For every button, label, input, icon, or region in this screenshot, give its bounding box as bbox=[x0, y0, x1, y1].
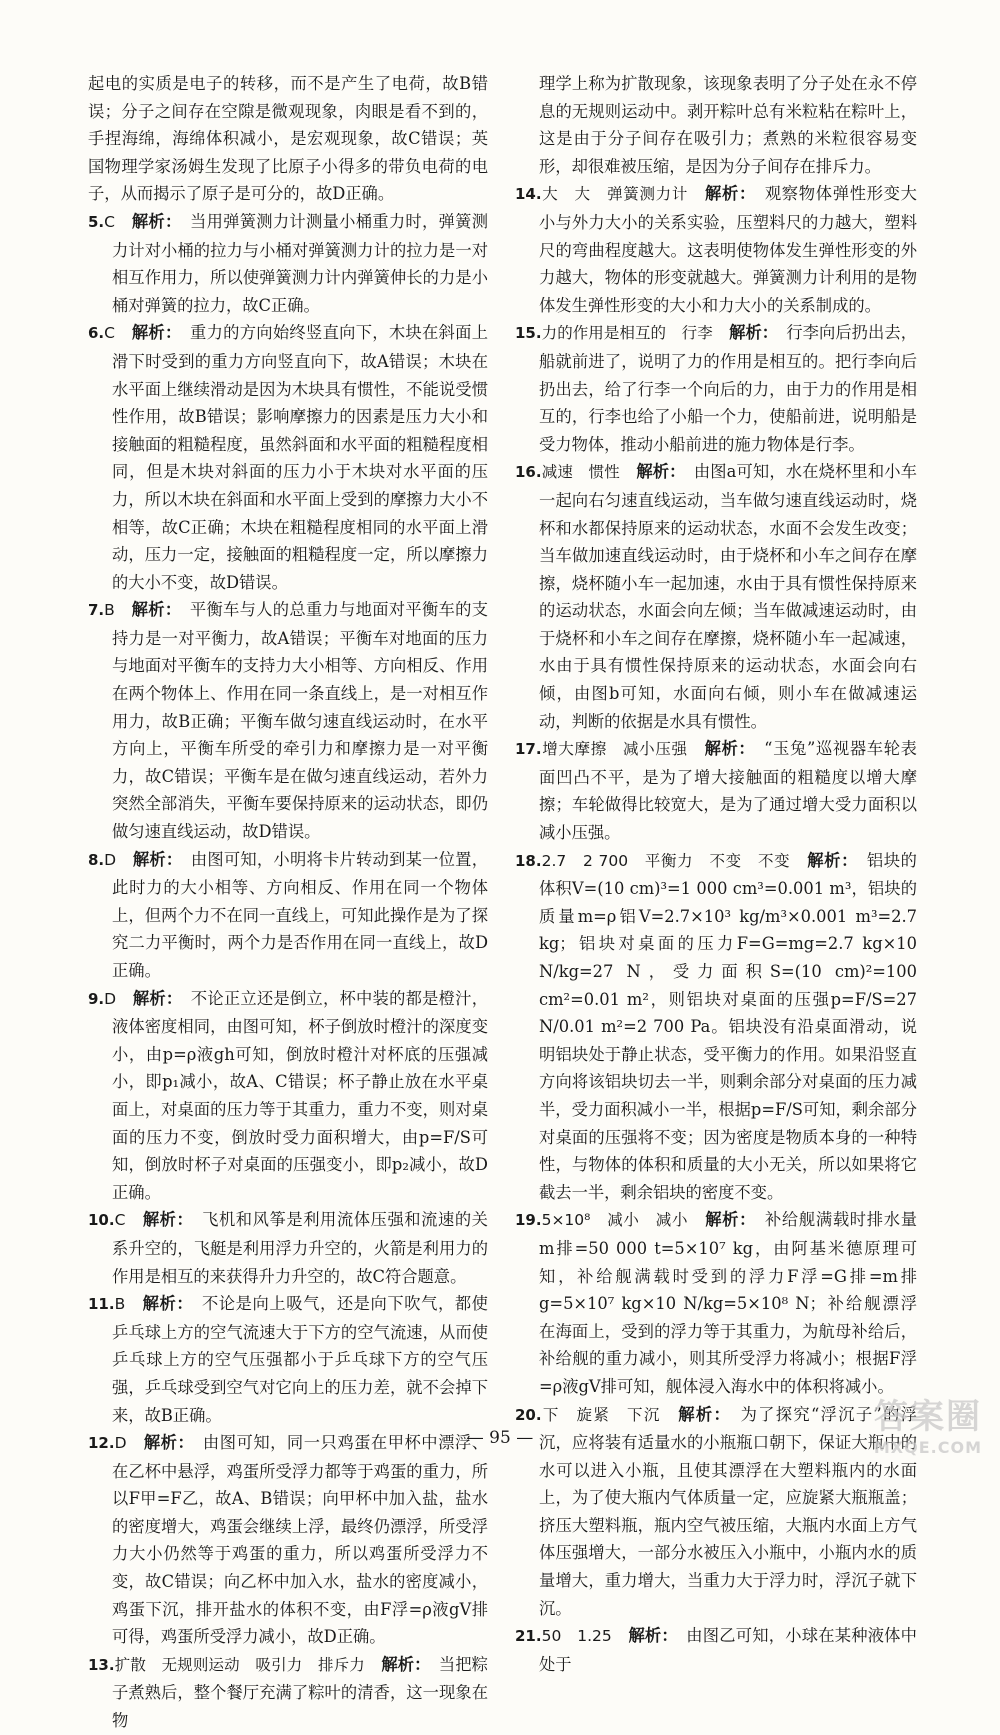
question-answer-item bbox=[88, 1429, 488, 1651]
analysis-text: 不论是向上吸气，还是向下吹气，都使乒乓球上方的空气流速大于下方的空气流速，从而使乒乓球上方的空气压强都小于乒乓球下方的空气压强，乒乓球受到空气对它向上的压力差，就不会掉下来，故B正确。 bbox=[112, 1294, 488, 1425]
question-answer-item bbox=[88, 1206, 488, 1290]
question-answer-item bbox=[88, 985, 488, 1207]
analysis-text: 飞机和风筝是利用流体压强和流速的关系升空的，飞艇是利用浮力升空的，火箭是利用力的作用是相互的来获得升力升空的，故C符合题意。 bbox=[112, 1210, 488, 1286]
answer-text: 2.7 2 700 平衡力 不变 不变 bbox=[541, 851, 791, 870]
question-number: 16. bbox=[515, 463, 542, 482]
watermark-line2: MXQE.COM bbox=[873, 1438, 982, 1457]
analysis-text: 为了探究“浮沉子”的浮沉，应将装有适量水的小瓶瓶口朝下，保证大瓶中的水可以进入小瓶，且使其漂浮在大塑料瓶内的水面上，为了使大瓶内气体质量一定，应旋紧大瓶瓶盖；挤压大塑料瓶，瓶内空气被压缩，大瓶内水面上方气体压强增大，一部分水被压入小瓶中，小瓶内水的质量增大，重力增大，当重力大于浮力时，浮沉子就下沉。 bbox=[539, 1404, 917, 1618]
question-number: 15. bbox=[515, 324, 542, 343]
question-number: 8. bbox=[88, 850, 105, 869]
question-answer-item bbox=[88, 208, 488, 319]
answer-text: 扩散 无规则运动 吸引力 排斥力 bbox=[114, 1655, 365, 1674]
analysis-label: 解析： bbox=[705, 184, 748, 204]
analysis-label: 解析： bbox=[142, 1210, 186, 1230]
analysis-label: 解析： bbox=[704, 739, 748, 759]
question-answer-item bbox=[515, 847, 917, 1207]
analysis-label: 解析： bbox=[729, 323, 770, 343]
question-number: 10. bbox=[88, 1211, 115, 1230]
question-answer-item bbox=[515, 180, 917, 319]
analysis-text: 当把粽子煮熟后，整个餐厅充满了粽叶的清香，这一现象在物 bbox=[112, 1654, 488, 1731]
question-number: 6. bbox=[88, 324, 105, 343]
analysis-text: 重力的方向始终竖直向下，木块在斜面上滑下时受到的重力方向竖直向下，故A错误；木块在水平面上继续滑动是因为木块具有惯性，不能说受惯性作用，故B错误；影响摩擦力的因素是压力大小和接触面的粗糙程度，虽然斜面和水平面的粗糙程度相同，但是木块对斜面的压力小于木块对水平面的压力，所以木块在斜面和水平面上受到的摩擦力大小不相等，故C正确；木块在粗糙程度相同的水平面上滑动，压力一定，接触面的粗糙程度一定，所以摩擦力的大小不变，故D错误。 bbox=[112, 323, 488, 592]
analysis-label: 解析： bbox=[131, 600, 174, 620]
analysis-text: 由图乙可知，小球在某种液体中处于 bbox=[539, 1626, 917, 1674]
answer-text: C bbox=[114, 1211, 126, 1230]
analysis-label: 解析： bbox=[705, 1210, 748, 1230]
answer-text: B bbox=[114, 1295, 126, 1314]
answer-text: 力的作用是相互的 行李 bbox=[541, 324, 713, 343]
question-number: 18. bbox=[515, 851, 542, 870]
analysis-label: 解析： bbox=[381, 1654, 423, 1674]
analysis-label: 解析： bbox=[131, 211, 174, 231]
question-number: 7. bbox=[88, 601, 105, 620]
question-number: 20. bbox=[515, 1405, 542, 1424]
answer-text: 5×10⁸ 减小 减小 bbox=[541, 1211, 689, 1230]
answer-text: 大 大 弹簧测力计 bbox=[541, 185, 689, 204]
question-number: 9. bbox=[88, 989, 105, 1008]
question-number: 14. bbox=[515, 185, 542, 204]
answer-text: D bbox=[104, 989, 117, 1008]
analysis-text: 当用弹簧测力计测量小桶重力时，弹簧测力计对小桶的拉力与小桶对弹簧测力计的拉力是一对相互作用力，所以使弹簧测力计内弹簧伸长的力是小桶对弹簧的拉力，故C正确。 bbox=[112, 211, 488, 315]
left-intro: 起电的实质是电子的转移，而不是产生了电荷，故B错误；分子之间存在空隙是微观现象，肉眼是看不到的，手捏海绵，海绵体积减小，是宏观现象，故C错误；英国物理学家汤姆生发现了比原子小得多的带负电荷的电子，从而揭示了原子是可分的，故D正确。 bbox=[88, 74, 488, 204]
question-answer-item bbox=[515, 1622, 917, 1678]
question-answer-item bbox=[88, 319, 488, 596]
question-answer-item bbox=[515, 735, 917, 846]
question-answer-item bbox=[515, 458, 917, 735]
analysis-text: 由图a可知，水在烧杯里和小车一起向右匀速直线运动，当车做匀速直线运动时，烧杯和水都保持原来的运动状态，水面不会发生改变；当车做加速直线运动时，由于烧杯和小车之间存在摩擦，烧杯随小车一起加速，水由于具有惯性保持原来的运动状态，水面会向左倾；当车做减速运动时，由于烧杯和小车之间存在摩擦，烧杯随小车一起减速，水由于具有惯性保持原来的运动状态，水面会向右倾，由图b可知，水面向右倾，则小车在做减速运动，判断的依据是水具有惯性。 bbox=[539, 462, 917, 731]
question-answer-item bbox=[88, 596, 488, 845]
right-intro: 理学上称为扩散现象，该现象表明了分子处在永不停息的无规则运动中。剥开粽叶总有米粒粘在粽叶上，这是由于分子间存在吸引力；煮熟的米粒很容易变形，却很难被压缩，是因为分子间存在排斥力。 bbox=[539, 74, 917, 176]
question-number: 17. bbox=[515, 740, 542, 759]
left-column bbox=[88, 70, 488, 1735]
analysis-text: 平衡车与人的总重力与地面对平衡车的支持力是一对平衡力，故A错误；平衡车对地面的压力与地面对平衡车的支持力大小相等、方向相反、作用在两个物体上、作用在同一条直线上，是一对相互作用力，故B正确；平衡车做匀速直线运动时，在水平方向上，平衡车所受的牵引力和摩擦力是一对平衡力，故C错误；平衡车是在做匀速直线运动，若外力突然全部消失，平衡车要保持原来的运动状态，即仍做匀速直线运动，故D错误。 bbox=[112, 600, 488, 842]
question-number: 12. bbox=[88, 1434, 115, 1453]
question-number: 5. bbox=[88, 212, 105, 231]
answer-text: C bbox=[104, 324, 115, 343]
question-answer-item bbox=[88, 846, 488, 985]
answer-text: 减速 惯性 bbox=[541, 463, 620, 482]
question-number: 21. bbox=[515, 1627, 542, 1646]
answer-text: B bbox=[104, 601, 115, 620]
question-answer-item bbox=[515, 1206, 917, 1400]
answer-text: 下 旋紧 下沉 bbox=[541, 1405, 661, 1424]
question-answer-item bbox=[88, 1651, 488, 1735]
analysis-label: 解析： bbox=[132, 849, 175, 869]
watermark-logo bbox=[832, 1389, 982, 1461]
answer-text: D bbox=[104, 850, 117, 869]
analysis-label: 解析： bbox=[143, 1433, 187, 1453]
analysis-text: 不论正立还是倒立，杯中装的都是橙汁，液体密度相同，由图可知，杯子倒放时橙汁的深度变小，由p=ρ液gh可知，倒放时橙汁对杯底的压强减小，即p₁减小，故A、C错误；杯子静止放在水平桌面上，对桌面的压力等于其重力，重力不变，则对桌面的压力不变，倒放时受力面积增大，由p=F/S可知，倒放时杯子对桌面的压强变小，即p₂减小，故D正确。 bbox=[112, 988, 488, 1202]
analysis-text: “玉兔”巡视器车轮表面凹凸不平，是为了增大接触面的粗糙度以增大摩擦；车轮做得比较宽大，是为了通过增大受力面积以减小压强。 bbox=[539, 739, 917, 843]
page-number: — 95 — bbox=[466, 1428, 534, 1448]
analysis-label: 解析： bbox=[142, 1294, 186, 1314]
analysis-label: 解析： bbox=[132, 988, 175, 1008]
analysis-text: 行李向后扔出去，船就前进了，说明了力的作用是相互的。把行李向后扔出去，给了行李一个向后的力，由于力的作用是相互的，行李也给了小船一个力，使船前进，说明船是受力物体，推动小船前进的施力物体是行李。 bbox=[539, 323, 917, 454]
analysis-text: 观察物体弹性形变大小与外力大小的关系实验，压塑料尺的力越大，塑料尺的弯曲程度越大。这表明使物体发生弹性形变的外力越大，物体的形变就越大。弹簧测力计利用的是物体发生弹性形变的大小和力大小的关系制成的。 bbox=[539, 184, 917, 315]
question-number: 13. bbox=[88, 1655, 115, 1674]
analysis-text: 补给舰满载时排水量m排=50 000 t=5×10⁷ kg，由阿基米德原理可知，补给舰满载时受到的浮力F浮=G排=m排g=5×10⁷ kg×10 N/kg=5×10⁸ N；补给舰漂浮在海面上，受到的浮力等于其重力，为航母补给后，补给舰的重力减小，则其所受浮力将减小；根据F浮=ρ液gV排可知，舰体浸入海水中的体积将减小。 bbox=[539, 1210, 917, 1396]
answer-text: 增大摩擦 减小压强 bbox=[541, 740, 688, 759]
analysis-text: 由图可知，同一只鸡蛋在甲杯中漂浮、在乙杯中悬浮，鸡蛋所受浮力都等于鸡蛋的重力，所以F甲=F乙，故A、B错误；向甲杯中加入盐，盐水的密度增大，鸡蛋会继续上浮，最终仍漂浮，所受浮力大小仍然等于鸡蛋的重力，所以鸡蛋所受浮力不变，故C错误；向乙杯中加入水，盐水的密度减小，鸡蛋下沉，排开盐水的体积不变，由F浮=ρ液gV排可得，鸡蛋所受浮力减小，故D正确。 bbox=[112, 1433, 488, 1647]
question-answer-item bbox=[515, 319, 917, 458]
question-number: 11. bbox=[88, 1295, 115, 1314]
answer-text: D bbox=[114, 1434, 127, 1453]
analysis-label: 解析： bbox=[807, 850, 850, 870]
left-item-list bbox=[88, 208, 488, 1735]
question-number: 19. bbox=[515, 1211, 542, 1230]
analysis-text: 由图可知，小明将卡片转动到某一位置，此时力的大小相等、方向相反、作用在同一个物体上，但两个力不在同一直线上，可知此操作是为了探究二力平衡时，两个力是否作用在同一直线上，故D正确。 bbox=[112, 849, 488, 980]
question-answer-item bbox=[88, 1290, 488, 1429]
analysis-text: 铝块的体积V=(10 cm)³=1 000 cm³=0.001 m³，铝块的质量m=ρ铝V=2.7×10³ kg/m³×0.001 m³=2.7 kg；铝块对桌面的压力F=G=mg=2.7 kg×10 N/kg=27 N，受力面积S=(10 cm)²=100 cm²=0.01 m²，则铝块对桌面的压强p=F/S=27 N/0.01 m²=2 700 Pa。铝块没有沿桌面滑动，说明铝块处于静止状态，受平衡力的作用。如果沿竖直方向将该铝块切去一半，则剩余部分对桌面的压力减半，受力面积减小一半，根据p=F/S可知，剩余部分对桌面的压强将不变；因为密度是物质本身的一种特性，与物体的体积和质量的大小无关，所以如果将它截去一半，剩余铝块的密度不变。 bbox=[539, 850, 917, 1202]
analysis-label: 解析： bbox=[628, 1626, 670, 1646]
answer-text: 50 1.25 bbox=[541, 1627, 612, 1646]
analysis-label: 解析： bbox=[636, 462, 678, 482]
analysis-label: 解析： bbox=[678, 1404, 723, 1424]
answer-text: C bbox=[104, 212, 115, 231]
watermark-line1: 答案圈 bbox=[874, 1397, 982, 1437]
analysis-label: 解析： bbox=[131, 323, 174, 343]
